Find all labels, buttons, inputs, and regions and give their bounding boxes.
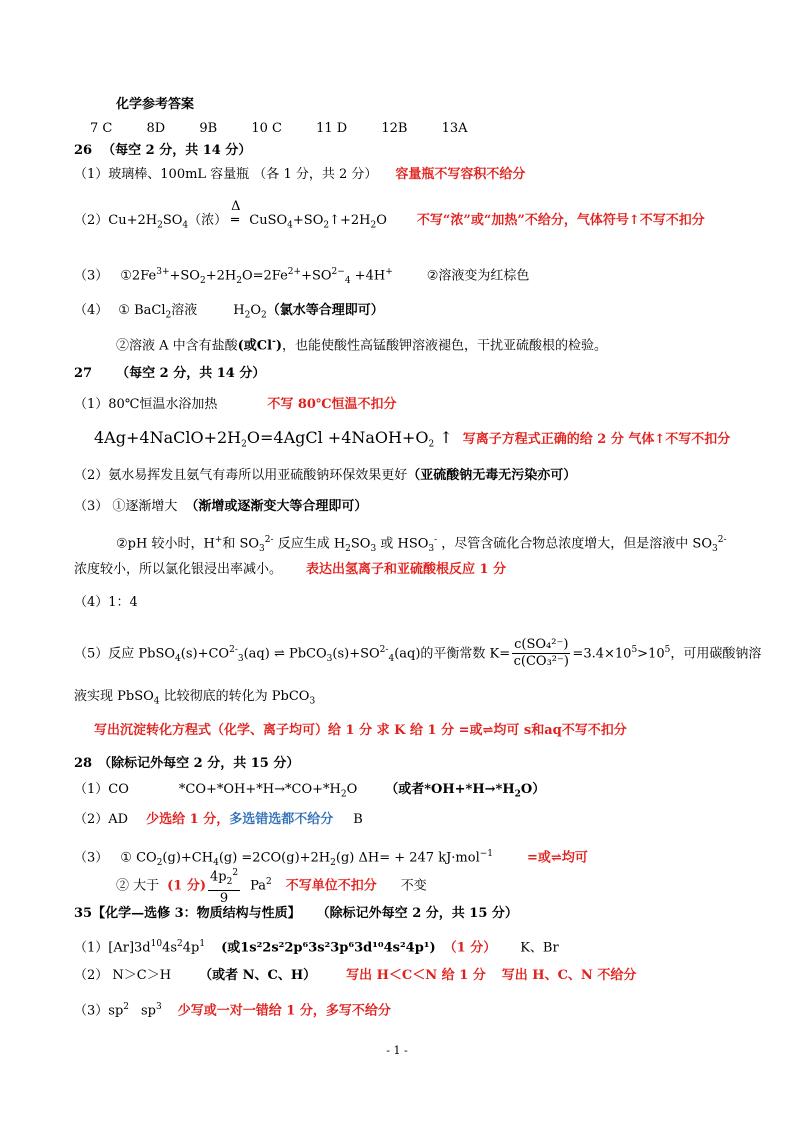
q26-line-3: （3） $①2Fe^{3+}+SO_2+2H_2O=2Fe^{2+}+SO^{2-}_4 +4H^+$ ②溶液变为红棕色 [74,267,530,286]
pressure-fraction: $\frac{4p_2^2}{9}$ [208,865,240,907]
mc-answer: 8D [146,121,166,136]
page-title: 化学参考答案 [116,97,195,112]
q28-line-4: ② 大于 (1 分) $\frac{4p_2^2}{9}$ Pa$^2$ 不写单位不扣分 不变 [116,862,427,907]
q26-line-4: （4） ① BaCl$_2$溶液 $H_2O_2$（氯水等合理即可） [74,303,384,321]
q26-line-1: （1）玻璃棒、100mL 容量瓶 （各 1 分，共 2 分） 容量瓶不写容积不给分 [74,167,526,182]
mc-answer: 10 C [251,121,282,136]
q35-line-1: $(1)[Ar]3d^{10}4s^24p^1$ (或1s²2s²2p⁶3s²3p⁶3d¹⁰4s²4p¹) （1 分） K、Br [74,939,559,956]
mc-answer: 12B [381,121,408,136]
mc-answer: 9B [199,121,218,136]
q27-line-2: （2）氨水易挥发且氨气有毒所以用亚硫酸钠环保效果更好（亚硫酸钠无毒无污染亦可） [74,468,577,483]
q35-line-3: $(3)sp^2$ $sp^3$ 少写或一对一错给 1 分，多写不给分 [74,1002,391,1019]
q27-line-3: （3） ①逐渐增大 （渐增或逐渐变大等合理即可） [74,499,368,514]
mc-answers [90,120,468,138]
q26-line-2: $(2)Cu+2H_2SO_4$（浓） Δ ═ $CuSO_4+SO_2↑+2H_2O$ 不写“浓”或“加热”不给分，气体符号↑不写不扣分 [74,199,705,231]
q27-header: 27 （每空 2 分，共 14 分） [74,366,266,381]
q27-line-5: 浓度较小，所以氯化银浸出率减小。 表达出氢离子和亚硫酸根反应 1 分 [74,562,507,577]
q27-line-7: （5）反应 $PbSO_4(s)+CO^{2-}_3(aq)$ ⇌ $PbCO_3(s)+SO^{2-}_4(aq)$的平衡常数 K= $\frac{\text{c(SO₄²⁻)}}{\text{c(CO₃²⁻)}}$ $=3.4\times 10^5>10^5$，可用碳酸钠溶 [74,637,762,670]
q28-line-3: （3） ① $CO_2(g)+CH_4(g) =2CO(g)+2H_2(g) \Delta H= + 247$ kJ·mol$^{-1}$ =或⇌均可 [74,849,588,868]
page-number: - 1 - [386,1044,408,1057]
q27-grading-note: 写出沉淀转化方程式（化学、离子均可）给 1 分 求 K 给 1 分 =或⇌均可 s和aq不写不扣分 [94,723,627,738]
mc-answer: 11 D [316,121,348,136]
q28-header: 28 （除标记外每空 2 分，共 15 分） [74,756,300,771]
q26-line-5: ②溶液 A 中含有盐酸(或Cl-)，也能使酸性高锰酸钾溶液褪色，干扰亚硫酸根的检验。 [116,337,608,354]
q26-header: 26 （每空 2 分，共 14 分） [74,143,252,158]
q28-line-2: （2）AD 少选给 1 分，多选错选都不给分 B [74,812,363,827]
heating-condition: Δ ═ [231,199,241,228]
q35-header: 35【化学—选修 3：物质结构与性质】 （除标记外每空 2 分，共 15 分） [74,906,518,921]
q27-equation: $4Ag+4NaClO+2H_2O=4AgCl$ $+4NaOH+O_2$ ↑ 写离子方程式正确的给 2 分 气体↑不写不扣分 [94,428,731,450]
q35-line-2: （2） N＞C＞H （或者 N、C、H） 写出 H＜C＜N 给 1 分 写出 H、C、N 不给分 [74,968,637,983]
q28-line-1: （1）CO $*CO+*OH+*H\to*CO+*H_2O$ （或者$*OH+*H\to*H_2O$） [74,782,546,800]
mc-answer: 7 C [90,121,113,136]
q27-line-6: （4）1：4 [74,595,138,610]
q27-line-4: ②pH 较小时，H+和 $SO_3^{2-}$ 反应生成 $H_2SO_3$ 或 $HSO_3^-$ ，尽管含硫化合物总浓度增大，但是溶液中 $SO_3^{2-}$ [116,535,727,554]
q27-line-8: 液实现 PbSO$_4$ 比较彻底的转化为 PbCO$_3$ [74,689,316,707]
equilibrium-fraction: $\frac{\text{c(SO₄²⁻)}}{\text{c(CO₃²⁻)}}$ [513,637,569,670]
mc-answer: 13A [441,121,468,136]
q27-line-1: （1）80℃恒温水浴加热 不写 80℃恒温不扣分 [74,397,397,412]
